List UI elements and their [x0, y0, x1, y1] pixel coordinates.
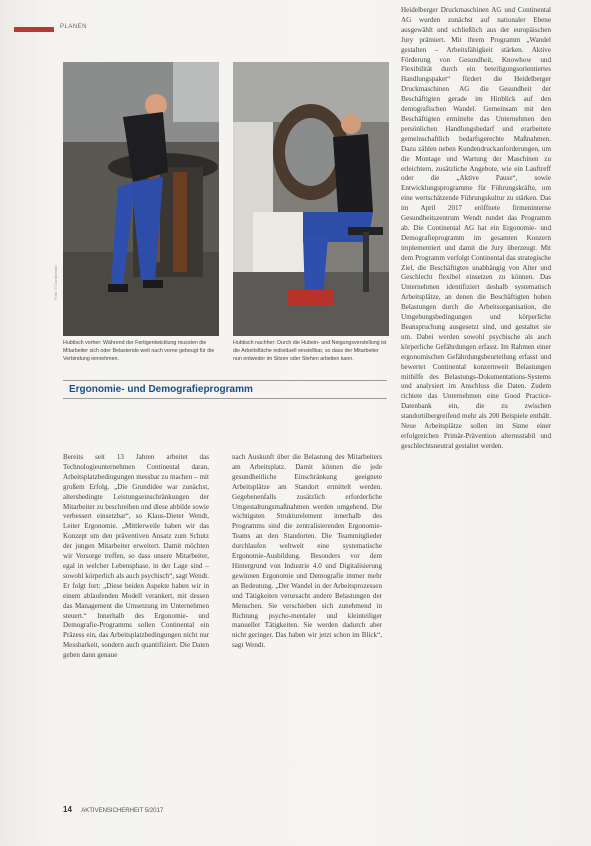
photo-credit: Foto: © Continental — [53, 265, 58, 300]
page-number: 14 — [63, 805, 72, 814]
column-3-text: Heidelberger Druckmaschinen AG und Continental AG wurden zunächst auf nationaler Ebene ausgewählt und schließlich aus der europäischen Jury prämiert. Mit ihrem Programm „Wandel gestalten – Arbeitsfähigkeit stärken. Aktive Förderung von Gesundheit, Knowhow und Flexibilität durch ein beteiligungsorientiertes Handlungspaket“ fördert die Heidelberger Druckmaschinen AG die Gesundheit der Beschäftigten gerade im Hinblick auf den demografischen Wandel. Gemeinsam mit den Beschäftigten ermittelte das Unternehmen den persönlichen Handlungsbedarf und erarbeitete gemeinschaftlich bedarfsgerechte Maßnahmen. Dazu zählen neben Kundendruckanforderungen, um die Montage und Wartung der Maschinen zu erleichtern, zusätzliche Angebote, wie ein Lauftreff oder die „Aktive Pause“, sowie Entwicklungsprogramme für Führungskräfte, um eine wertschätzende Führungskultur zu stärken. Das im April 2017 eröffnete firmeninterne Gesundheitszentrum Wendt rundet das Programm ab. Die Continental AG hat ein Ergonomie- und Demografieprogramm im gesamten Konzern implementiert und damit die Jury überzeugt. Mit dem Programm verfolgt Continental das strategische Ziel, die Beschäftigten unabhängig von Alter und Geschlecht flexibel einsetzen zu können. Das Unternehmen identifiziert deshalb systematisch Arbeitsplätze, an denen die Beschäftigten hohen Belastungen durch die Arbeitsorganisation, die Umgebungsbedingungen und körperliche Beanspruchung ausgesetzt sind, und gestaltet sie um. Dabei werden sowohl psychische als auch körperliche Gefährdungen erfasst. Im Rahmen einer ergonomischen Gefährdungsbeurteilung erfasst und bewertet Continental konzernweit Belastungen mithilfe des Belastungs-Dokumentations-Systems und analysiert im Anschluss die Daten. Zudem richtete das Unternehmen eine Good Practice-Datenbank ein, die zu zwischen standortübergreifend mehr als 200 Beispiele enthält. Neue Arbeitsplätze sollen im Sinne einer erfolgreichen Primär-Prävention alternsstabil und geschlechtsneutral gestaltet werden. — [401, 6, 551, 450]
caption-right: Hubtisch nachher: Durch die Hubein- und Neigungsverstellung ist die Arbeitsfläche individuell einstellbar, so dass der Mitarbeiter nun entweder im Sitzen oder Stehen arbeiten kann. — [233, 340, 387, 362]
caption-left: Hubtisch vorher: Während der Fertigentwicklung mussten die Mitarbeiter sich oder Belastende weit nach vorne gebeugt für die Verbindung einnehmen. — [63, 340, 215, 362]
text-column-2 — [232, 453, 382, 783]
photo-worker-after — [233, 62, 389, 336]
text-column-3 — [401, 6, 551, 816]
article-heading: Ergonomie- und Demografieprogramm — [63, 380, 387, 399]
magazine-name: AKTIVENSICHERHEIT 5/2017 — [81, 808, 164, 814]
section-label: PLANEN — [60, 24, 88, 30]
section-color-bar — [14, 27, 54, 32]
photo-worker-before — [63, 62, 219, 336]
column-2-text: nach Auskunft über die Belastung des Mitarbeiters am Arbeitsplatz. Damit können die jede gesundheitliche Einschränkung geeignete Arbeitsplätze am Standort ermittelt werden. Gegebenenfalls zusätzlich erforderliche Umgestaltungsmaßnahmen werden umgehend. Die wichtigsten Strukturelement innerhalb des Programms sind die zentralisierenden Ergonomie-Teams an den Standorten. Die Teammitglieder durchlaufen weltweit eine systematische Ergonomie-Ausbildung. Besonders vor dem Hintergrund von Industrie 4.0 und Digitalisierung gewinnen Ergonomie und Demografie immer mehr an Bedeutung. „Der Wandel in der Arbeitsprozessen und Tätigkeiten verursacht andere Belastungen der Menschen. Sie verschieben sich zunehmend in Richtung psycho-mentaler und kleinteiliger manueller Tätigkeiten. Sie werden dadurch aber nicht geringer. Das haben wir jetzt schon im Blick“, sagt Wendt. — [232, 453, 382, 650]
page-footer — [63, 805, 163, 814]
text-column-1 — [63, 453, 209, 783]
column-1-text: Bereits seit 13 Jahren arbeitet das Technologieunternehmen Continental daran, Arbeitsplatzbedingungen messbar zu machen – mit großem Erfolg. „Die Grundidee war zunächst, altersbedingte Leistungseinschränkungen der Mitarbeiter zu beschreiben und diese abbilde sowie verbessert einsetzbar“, so Klaus-Dieter Wendt, Leiter Ergonomie. „Mittlerweile haben wir das Konzept um den präventiven Ansatz zum Schutz der jungen Mitarbeiter erweitert. Damit möchten wir Vorsorge treffen, so dass unsere Mitarbeiter, egal in welcher Lebensphase, in der Lage sind – sowohl körperlich als auch psychisch“, sagt Wendt. Er folgt fort: „Diese beiden Aspekte haben wir in einem ablaufenden Modell verankert, mit dessen das Management die Umsetzung im Unternehmen steuert.“ Innerhalb des Ergonomie- und Demografie-Programms sollen Continental ein Präzess ein, das Arbeitsplatzbedingungen nicht nur Messbarkeit, sondern auch quantifiziert. Die Daten geben dann genaue — [63, 453, 209, 660]
